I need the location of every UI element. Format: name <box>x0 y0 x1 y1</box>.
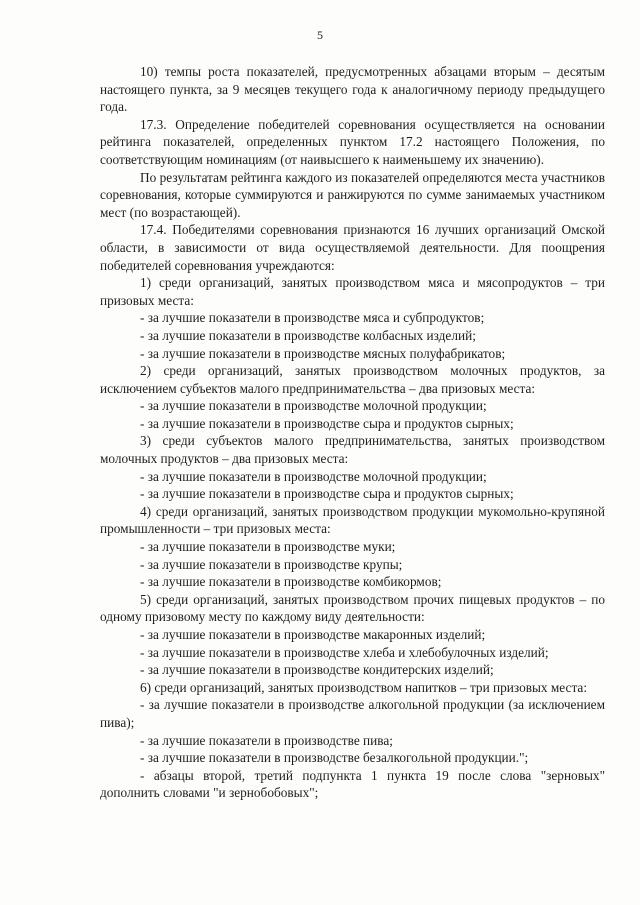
page-number: 5 <box>317 28 323 42</box>
list-subitem: - за лучшие показатели в производстве колбасных изделий; <box>140 327 476 343</box>
list-subitem: - за лучшие показатели в производстве сыра и продуктов сырных; <box>140 486 514 502</box>
list-item-other-food: 5) среди организаций, занятых производством прочих пищевых продуктов – по одному призовому месту по каждому виду деятельности: <box>100 591 605 625</box>
list-subitem: - за лучшие показатели в производстве алкогольной продукции (за исключением пива); <box>100 697 605 730</box>
document-body <box>100 63 605 802</box>
list-item-flour-milling: 4) среди организаций, занятых производством продукции мукомольно-крупяной промышленности – три призовых места: <box>100 503 605 537</box>
list-item-meat: 1) среди организаций, занятых производством мяса и мясопродуктов – три призовых места: <box>100 275 605 308</box>
list-subitem: - за лучшие показатели в производстве молочной продукции; <box>140 468 487 484</box>
list-subitem: - за лучшие показатели в производстве муки; <box>140 539 396 555</box>
list-item-dairy: 2) среди организаций, занятых производством молочных продуктов, за исключением субъектов малого предпринимательства – два призовых места: <box>100 363 605 396</box>
list-subitem: - за лучшие показатели в производстве макаронных изделий; <box>140 627 486 642</box>
list-subitem: - за лучшие показатели в производстве безалкогольной продукции."; <box>140 750 529 766</box>
list-subitem: - за лучшие показатели в производстве комбикормов; <box>140 574 442 590</box>
list-subitem: - за лучшие показатели в производстве мяса и субпродуктов; <box>140 310 485 326</box>
paragraph-17-4: 17.4. Победителями соревнования признаются 16 лучших организаций Омской области, в зависимости от вида осуществляемой деятельности. Для поощрения победителей соревнования учреждаются: <box>100 222 605 273</box>
list-item-beverages: 6) среди организаций, занятых производством напитков – три призовых места: <box>140 679 588 695</box>
list-subitem: - за лучшие показатели в производстве молочной продукции; <box>140 398 487 414</box>
list-item-small-business-dairy: 3) среди субъектов малого предпринимательства, занятых производством молочных продуктов – два призовых места: <box>100 433 605 467</box>
list-subitem: - за лучшие показатели в производстве мясных полуфабрикатов; <box>140 345 506 361</box>
list-subitem: - за лучшие показатели в производстве кондитерских изделий; <box>140 662 494 678</box>
paragraph-10-growth-rates: 10) темпы роста показателей, предусмотренных абзацами вторым – десятым настоящего пункта, за 9 месяцев текущего года к аналогичному периоду предыдущего года. <box>100 64 605 115</box>
paragraph-rating-results: По результатам рейтинга каждого из показателей определяются места участников соревнования, которые суммируются и ранжируются по сумме занимаемых участником мест (по возрастающей). <box>100 169 605 220</box>
list-subitem: - за лучшие показатели в производстве пива; <box>140 732 393 748</box>
list-subitem: - за лучшие показатели в производстве сыра и продуктов сырных; <box>140 415 514 431</box>
list-subitem: - за лучшие показатели в производстве крупы; <box>140 556 403 572</box>
paragraph-17-3: 17.3. Определение победителей соревнования осуществляется на основании рейтинга показателей, определенных пунктом 17.2 настоящего Положения, по соответствующим номинациям (от наивысшего к наименьшему их значению). <box>100 116 605 167</box>
list-subitem: - за лучшие показатели в производстве хлеба и хлебобулочных изделий; <box>140 644 549 660</box>
paragraph-amendment-19: - абзацы второй, третий подпункта 1 пункта 19 после слова "зерновых" дополнить словами "и зернобобовых"; <box>100 767 605 801</box>
